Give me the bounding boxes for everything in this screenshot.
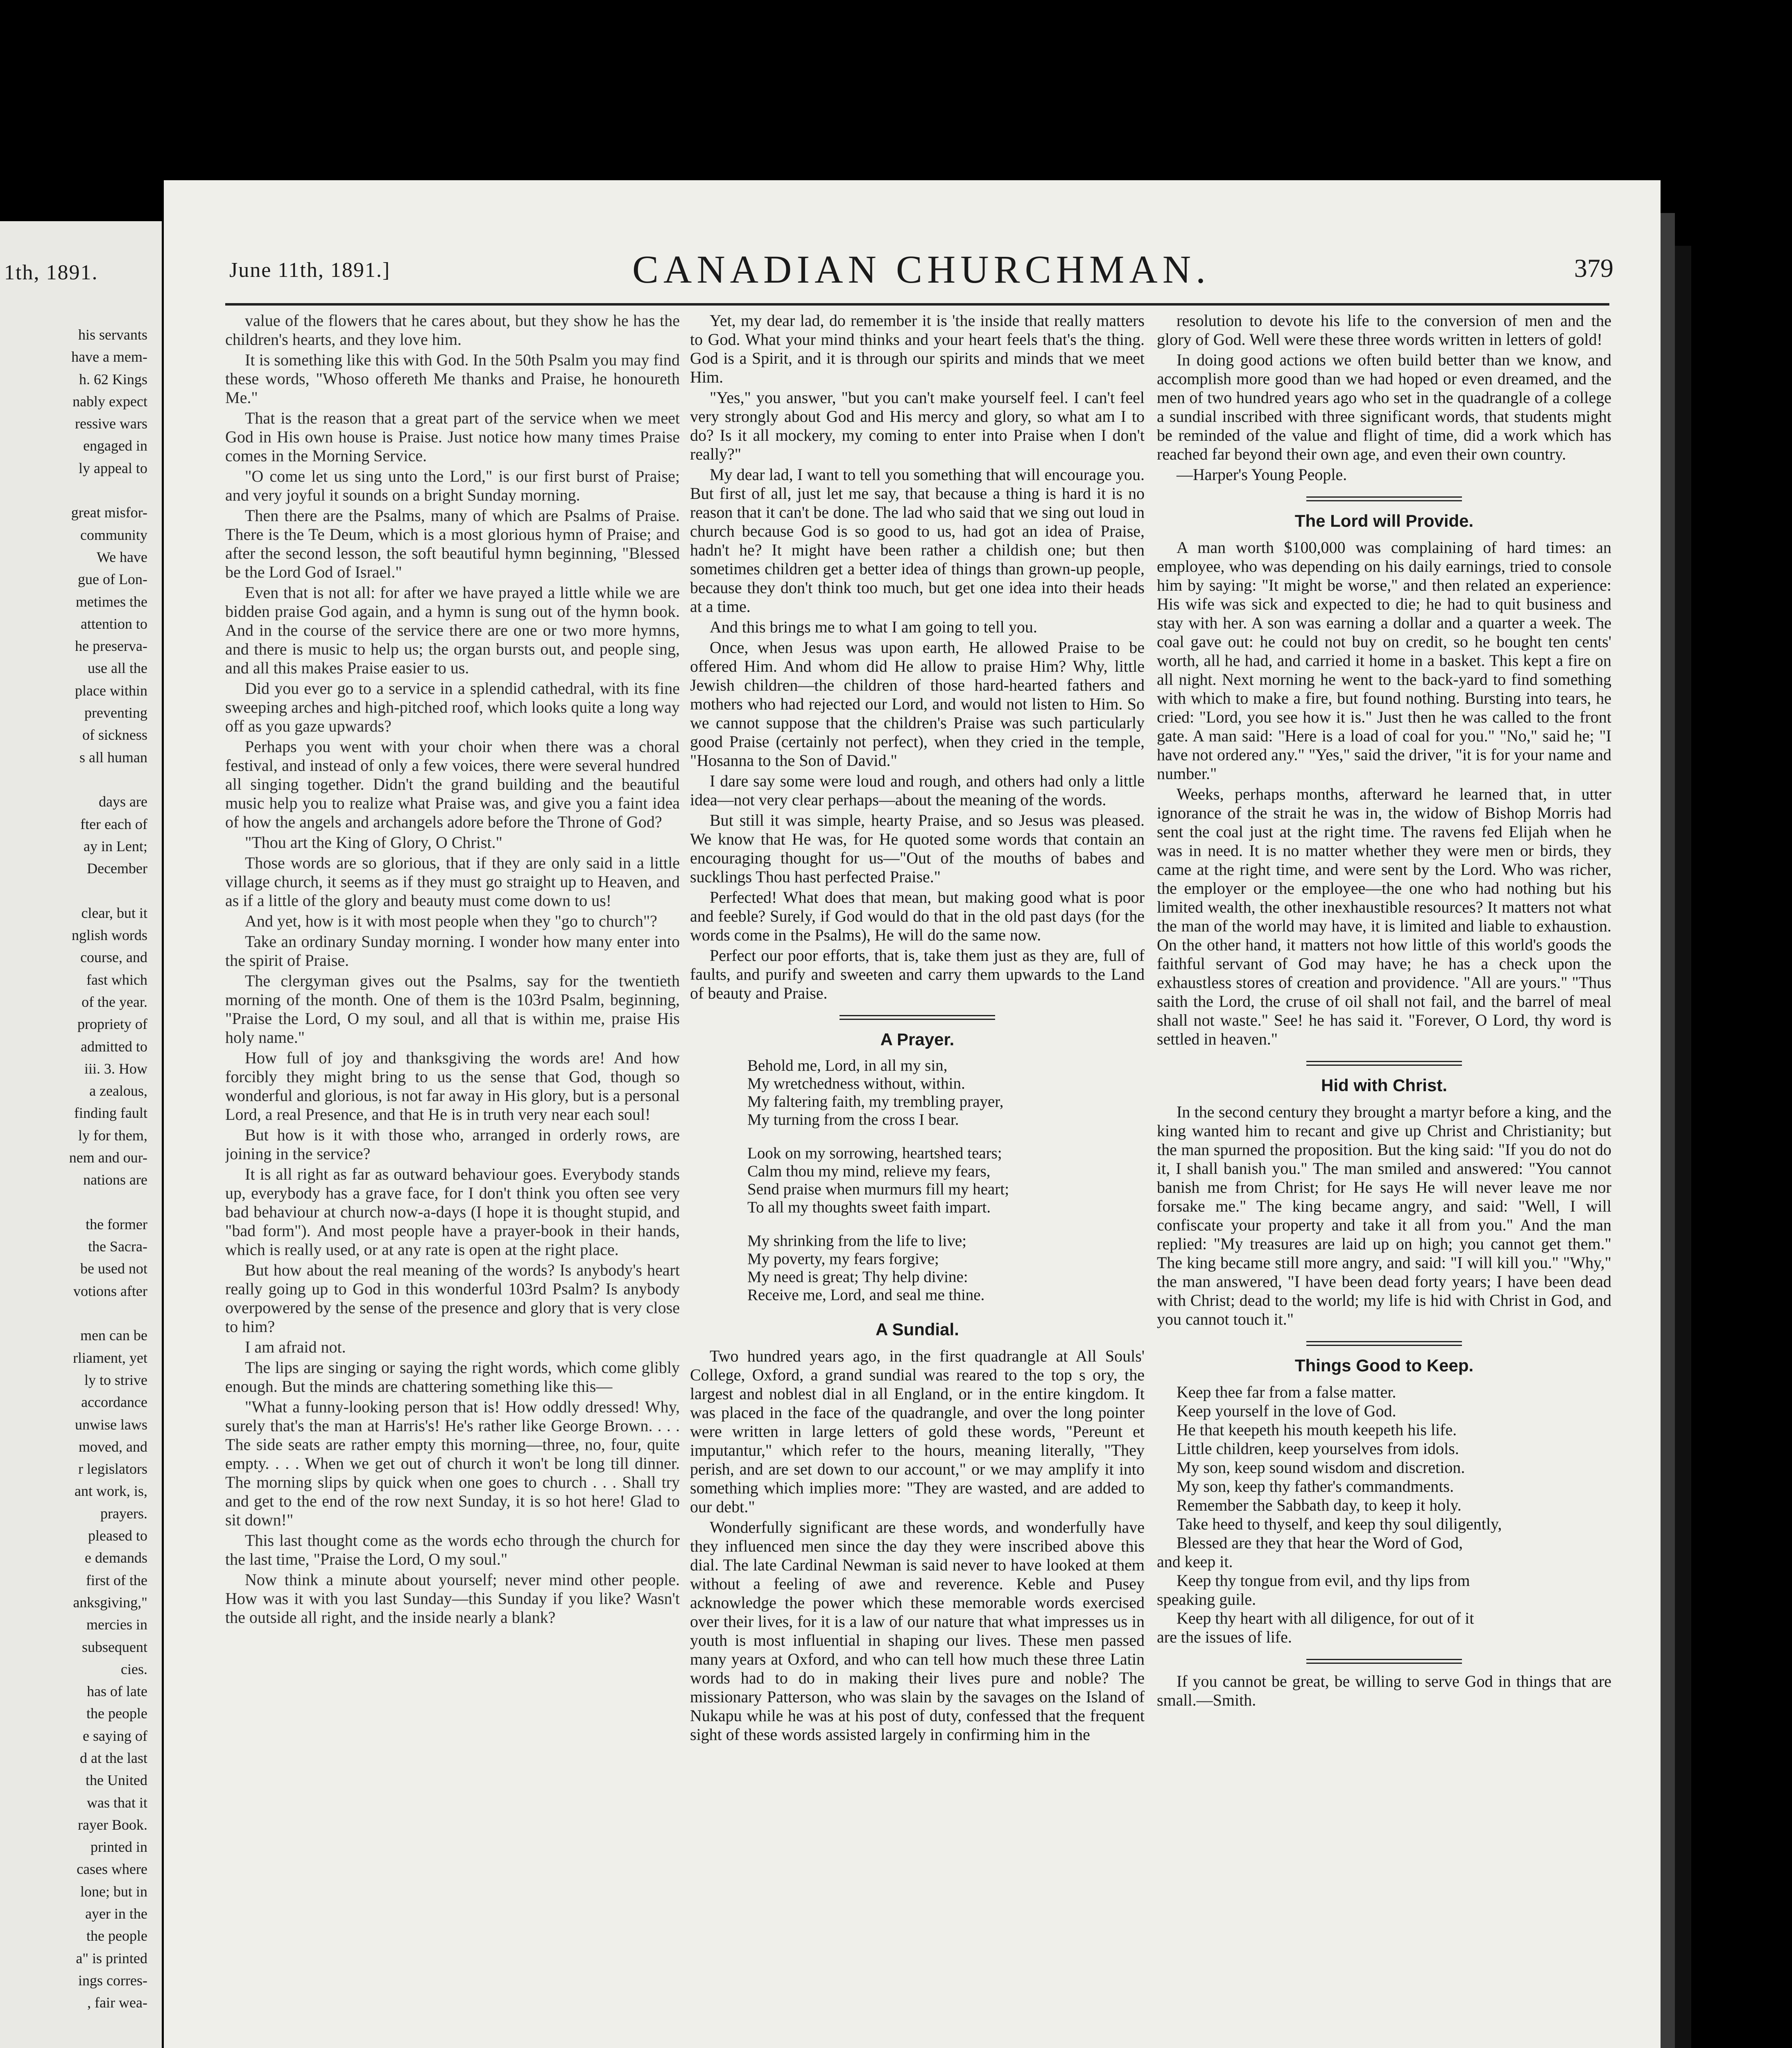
paragraph: Two hundred years ago, in the first quadrangle at All Souls' College, Oxford, a grand sundial was reared to the top s ory, the largest and noblest dial in all England, or in the entire kingdom. It was placed in the face of the quadrangle, and over the long pointer were written in large letters of gold these words, "Pereunt et imputantur," which refer to the hours, meaning literally, "They perish, and are set down to our account," or we may amplify it into something which implies more: "They are wasted, and are added to our debt." <box>690 1347 1145 1516</box>
keep-item: are the issues of life. <box>1157 1628 1292 1646</box>
facing-page-line: the Sacra- <box>88 1238 147 1255</box>
article-praise-continued <box>690 311 1145 1003</box>
page-header <box>229 238 1613 291</box>
column-3 <box>1157 311 1611 2048</box>
facing-page-line: finding fault <box>74 1105 147 1121</box>
keep-item: and keep it. <box>1157 1552 1233 1571</box>
paragraph: That is the reason that a great part of the service when we meet God in His own house is Praise. Just notice how many times Praise comes in the Morning Service. <box>225 409 680 465</box>
facing-page-line: have a mem- <box>71 349 147 365</box>
facing-page-line: of sickness <box>82 727 147 743</box>
paragraph: Even that is not all: for after we have prayed a little while we are bidden praise God again, and a hymn is sung out of the hymn book. And in the course of the service there are one or two more hymns, and there is music to help us; the organ bursts out, and people sing, and all this makes Praise easier to us. <box>225 583 680 677</box>
column-2 <box>690 311 1145 2048</box>
facing-page-line: nations are <box>83 1171 147 1188</box>
facing-page-line: mercies in <box>86 1616 147 1633</box>
header-rule <box>225 303 1609 306</box>
facing-page-line: admitted to <box>81 1038 147 1055</box>
keep-item: Keep yourself in the love of God. <box>1177 1402 1396 1420</box>
paragraph: But still it was simple, hearty Praise, and so Jesus was pleased. We know that He was, for He quoted some words that contain an encouraging thought for us—"Out of the mouths of babes and sucklings Thou hast perfected Praise." <box>690 811 1145 886</box>
poem-line: My faltering faith, my trembling prayer, <box>747 1093 1004 1110</box>
facing-page-line: lone; but in <box>80 1883 147 1900</box>
newspaper-page <box>164 180 1661 2048</box>
facing-page-line <box>0 768 147 791</box>
poem-line: To all my thoughts sweet faith impart. <box>747 1198 991 1216</box>
things-good-to-keep-list <box>1157 1383 1611 1647</box>
facing-page-line: men can be <box>80 1327 147 1344</box>
facing-page-line: h. 62 Kings <box>79 371 147 387</box>
paragraph: "Yes," you answer, "but you can't make yourself feel. I can't feel very strongly about God and His mercy and glory, so what am I to do? Is it all mockery, my coming to enter into Praise when I don't really?" <box>690 388 1145 463</box>
facing-page-line: gue of Lon- <box>78 571 147 588</box>
facing-page-line: ly to strive <box>84 1371 147 1388</box>
facing-page-line: his servants <box>78 326 147 343</box>
facing-page-line <box>0 2036 147 2048</box>
paragraph: But how about the real meaning of the words? Is anybody's heart really going up to God in this wonderful 103rd Psalm? Is anybody overpowered by the sense of the presence and glory that is very close to him? <box>225 1261 680 1336</box>
article-sundial <box>690 1347 1145 1744</box>
section-divider <box>1306 1341 1462 1346</box>
facing-page-fragment <box>0 221 162 2048</box>
facing-page-line: engaged in <box>83 437 147 454</box>
poem-line: Look on my sorrowing, heartshed tears; <box>747 1144 1002 1162</box>
facing-page-line: propriety of <box>77 1016 147 1033</box>
paragraph: But how is it with those who, arranged in orderly rows, are joining in the service? <box>225 1126 680 1163</box>
prayer-heading: A Prayer. <box>880 1030 955 1049</box>
paragraph: Now think a minute about yourself; never mind other people. How was it with you last Sunday—this Sunday if you like? Wasn't the outside all right, and the inside nearly a blank? <box>225 1570 680 1627</box>
paragraph: Perfected! What does that mean, but making good what is poor and feeble? Surely, if God would do that in the old past days (for the words come in the Psalms), He will do the same now. <box>690 888 1145 944</box>
prayer-poem <box>747 1057 1145 1304</box>
keep-item: He that keepeth his mouth keepeth his life. <box>1177 1420 1457 1439</box>
facing-page-line: printed in <box>91 1839 147 1855</box>
column-1 <box>225 311 680 2048</box>
paragraph: "Thou art the King of Glory, O Christ." <box>245 833 502 852</box>
facing-page-line: nem and our- <box>69 1149 147 1166</box>
facing-page-line: prayers. <box>100 1505 147 1522</box>
keep-item: speaking guile. <box>1157 1590 1256 1608</box>
closing-quote: If you cannot be great, be willing to serve God in things that are small.—Smith. <box>1157 1672 1611 1709</box>
facing-page-line: e saying of <box>83 1727 147 1744</box>
paragraph: Those words are so glorious, that if they are only said in a little village church, it seems as if they must go straight up to Heaven, and as if a little of the glory and beauty must come down to us! <box>225 854 680 910</box>
paragraph: In doing good actions we often build better than we know, and accomplish more good than we had hoped or even dreamed, and the men of two hundred years ago who set in the quadrangle of a college a sundial inscribed with three significant words, that students might be reminded of the value and flight of time, did a work which has reached far beyond their own age, and even their own country. <box>1157 351 1611 463</box>
facing-page-line: ayer in the <box>85 1905 147 1922</box>
facing-page-line: ings corres- <box>78 1972 147 1989</box>
facing-page-line: ay in Lent; <box>84 838 147 854</box>
provide-heading: The Lord will Provide. <box>1294 511 1474 530</box>
section-divider <box>1306 496 1462 501</box>
masthead-title: CANADIAN CHURCHMAN. <box>632 247 1211 291</box>
facing-page-line: ant work, is, <box>75 1483 147 1500</box>
paragraph: Perfect our poor efforts, that is, take them just as they are, full of faults, and purify and sweeten and carry them upwards to the Land of beauty and Praise. <box>690 946 1145 1002</box>
paragraph: This last thought come as the words echo through the church for the last time, "Praise the Lord, O my soul." <box>225 1531 680 1568</box>
section-divider <box>1306 1061 1462 1066</box>
facing-page-line: days are <box>99 793 147 810</box>
facing-page-line: votions after <box>73 1282 147 1299</box>
facing-page-line: ly for them, <box>78 1127 147 1144</box>
facing-page-line: the people <box>86 1705 147 1722</box>
facing-page-line: , fair wea- <box>87 1994 147 2011</box>
paragraph: value of the flowers that he cares about, but they show he has the children's hearts, and they love him. <box>225 311 680 349</box>
facing-page-line: moved, and <box>79 1438 147 1455</box>
facing-page-line: a" is printed <box>76 1950 147 1966</box>
poem-line: My need is great; Thy help divine: <box>747 1268 968 1286</box>
page-number: 379 <box>1574 254 1613 283</box>
facing-page-line: the United <box>86 1772 147 1789</box>
facing-page-line: December <box>87 860 147 877</box>
facing-page-line: attention to <box>81 615 147 632</box>
article-sundial-continued <box>1157 311 1611 484</box>
facing-page-line: of the year. <box>81 993 147 1010</box>
facing-page-line <box>0 879 147 902</box>
paragraph: "O come let us sing unto the Lord," is our first burst of Praise; and very joyful it sounds on a bright Sunday morning. <box>225 467 680 504</box>
facing-page-line: d at the last <box>80 1750 147 1766</box>
poem-line: Behold me, Lord, in all my sin, <box>747 1057 948 1074</box>
facing-page-line <box>0 1191 147 1213</box>
facing-page-line: iii. 3. How <box>84 1060 147 1077</box>
facing-page-line: be used not <box>80 1260 147 1277</box>
page-edge <box>1661 213 1675 2048</box>
facing-page-line <box>0 479 147 501</box>
facing-page-header: 1th, 1891. <box>4 261 98 284</box>
paragraph: resolution to devote his life to the conversion of men and the glory of God. Well were these three words written in letters of gold! <box>1157 311 1611 349</box>
paragraph: Then there are the Psalms, many of which are Psalms of Praise. There is the Te Deum, which is a most glorious hymn of Praise; and after the second lesson, the soft beautiful hymn beginning, "Blessed be the Lord God of Israel." <box>225 506 680 581</box>
facing-page-line: he preserva- <box>75 638 147 655</box>
paragraph: Perhaps you went with your choir when there was a choral festival, and instead of only a few voices, there were several hundred all singing together. Didn't the grand building and the beautiful music help you to realize what Praise was, and give you a faint idea of how the angels and archangels adore before the Throne of God? <box>225 737 680 831</box>
facing-page-line: pleased to <box>88 1527 147 1544</box>
facing-page-line: course, and <box>80 949 147 966</box>
section-divider <box>1306 1659 1462 1664</box>
facing-page-line: the former <box>86 1216 147 1232</box>
article-lord-will-provide <box>1157 538 1611 1049</box>
facing-page-line <box>0 1302 147 1324</box>
facing-page-line: ly appeal to <box>79 460 147 476</box>
facing-page-line: fter each of <box>80 816 147 832</box>
keep-item: My son, keep thy father's commandments. <box>1177 1477 1454 1495</box>
facing-page-line: preventing <box>84 705 147 721</box>
facing-page-line: e demands <box>85 1550 147 1566</box>
paragraph: I am afraid not. <box>245 1338 346 1356</box>
facing-page-line: the people <box>86 1928 147 1944</box>
facing-page-line: great misfor- <box>71 504 147 521</box>
christ-heading: Hid with Christ. <box>1321 1076 1447 1095</box>
poem-line: My shrinking from the life to live; <box>747 1232 967 1250</box>
facing-page-line: metimes the <box>76 593 147 610</box>
paragraph: Weeks, perhaps months, afterward he learned that, in utter ignorance of the strait he was in, the widow of Bishop Morris had sent the coal just at the right time. The ravens fed Elijah when he was in need. It is no matter whether they were men or birds, they came at the right time, and were sent by the Lord. Who was richer, the employer or the employee—the one who had nothing but his limited wealth, the other inexhaustible resources? It matters not what the man of the world may have, it is limited and liable to exhaustion. On the other hand, it matters not how little of this world's goods the faithful servant of God may have; he has a check upon the exhaustless stores of creation and providence. "All are yours." "Thus saith the Lord, the cruse of oil shall not fail, and the barrel of meal shall not waste." See! he has said it. "Forever, O Lord, thy word is settled in heaven." <box>1157 785 1611 1048</box>
paragraph: And this brings me to what I am going to tell you. <box>710 618 1037 636</box>
keep-item: Blessed are they that hear the Word of God, <box>1177 1534 1463 1552</box>
keep-item: Take heed to thyself, and keep thy soul diligently, <box>1177 1515 1502 1533</box>
poem-stanza <box>747 1232 1145 1304</box>
paragraph: It is all right as far as outward behaviour goes. Everybody stands up, everybody has a grave face, for I don't think you often see very bad behaviour at church now-a-days (I hope it is thought stupid, and "bad form"). And most people have a prayer-book in their hands, which is really used, or at any rate is open at the right place. <box>225 1165 680 1259</box>
paragraph: The clergyman gives out the Psalms, say for the twentieth morning of the month. One of them is the 103rd Psalm, beginning, "Praise the Lord, O my soul, and all that is within me, praise His holy name." <box>225 972 680 1047</box>
keep-item: Keep thee far from a false matter. <box>1177 1383 1396 1401</box>
poem-line: My turning from the cross I bear. <box>747 1111 959 1128</box>
facing-page-line: fast which <box>86 971 147 988</box>
facing-page-line: community <box>80 526 147 543</box>
paragraph: The lips are singing or saying the right words, which come glibly enough. But the minds are chattering something like this— <box>225 1358 680 1396</box>
poem-stanza <box>747 1057 1145 1129</box>
facing-page-line: place within <box>75 682 147 699</box>
poem-line: Receive me, Lord, and seal me thine. <box>747 1286 985 1304</box>
keep-item: Remember the Sabbath day, to keep it holy. <box>1177 1496 1462 1514</box>
issue-date: June 11th, 1891.] <box>229 258 391 282</box>
facing-page-line: nably expect <box>72 393 147 410</box>
section-divider <box>839 1015 995 1020</box>
paragraph: How full of joy and thanksgiving the words are! And how forcibly they might bring to us the sense that God, though so wonderful and glorious, is not far away in His glory, but is a personal Lord, a real Presence, and that He is in truth very near each soul! <box>225 1049 680 1124</box>
facing-page-line: first of the <box>86 1572 147 1588</box>
paragraph: It is something like this with God. In the 50th Psalm you may find these words, "Whoso offereth Me thanks and Praise, he honoureth Me." <box>225 351 680 407</box>
facing-page-line: rayer Book. <box>78 1816 147 1833</box>
page-edge-shadow <box>1675 246 1691 2048</box>
paragraph: My dear lad, I want to tell you something that will encourage you. But first of all, just let me say, that because a thing is hard it is no reason that it can't be done. The lad who said that we sing out loud in church because God is so good to us, had got an idea of Praise, hadn't he? It might have been rather a childish one; but then sometimes children get a better idea of things than grown-up people, because they don't think too much, but get one idea into their heads at a time. <box>690 465 1145 616</box>
facing-page-line: accordance <box>81 1394 147 1411</box>
paragraph: And yet, how is it with most people when they "go to church"? <box>245 912 657 930</box>
facing-page-line: s all human <box>79 749 147 766</box>
facing-page-line: anksgiving," <box>73 1594 147 1611</box>
facing-page-line: rliament, yet <box>73 1349 147 1366</box>
facing-page-line: unwise laws <box>75 1416 147 1433</box>
paragraph: "What a funny-looking person that is! How oddly dressed! Why, surely that's the man at Harris's! He's rather like George Brown. . . . The side seats are rather empty this morning—three, no, four, quite empty. . . . When we get out of church it won't be long till dinner. The morning slips by quick when one goes to church . . . Shall try and get to the end of the row next Sunday, it is so hot here! Glad to sit down!" <box>225 1398 680 1529</box>
facing-page-line: r legislators <box>78 1461 147 1477</box>
facing-page-line: was that it <box>87 1794 147 1811</box>
paragraph: A man worth $100,000 was complaining of hard times: an employee, who was depending on his daily earnings, tried to console him by saying: "It might be worse," and then related an experience: His wife was sick and expected to die; he had to quit business and stay with her. A son was earning a dollar and a quarter a week. The coal gave out: he could not buy on credit, so he bought ten cents' worth, all he had, and carried it home in a basket. This kept a fire on all night. Next morning he went to the back-yard to find something with which to make a fire, but found nothing. Bursting into tears, he cried: "Lord, you see how it is." Just then he was called to the front gate. A man said: "Here is a load of coal for you." "No," said he; "I have not ordered any." "Yes," said the driver, "it is for your name and number." <box>1157 538 1611 783</box>
facing-page-line: subsequent <box>82 1638 147 1655</box>
keep-item: My son, keep sound wisdom and discretion. <box>1177 1458 1465 1477</box>
sundial-heading: A Sundial. <box>876 1320 959 1339</box>
facing-page-line: a zealous, <box>89 1083 147 1099</box>
facing-page-line: cies. <box>121 1661 147 1677</box>
article-hid-with-christ <box>1157 1103 1611 1329</box>
poem-stanza <box>747 1144 1145 1217</box>
facing-page-line: ressive wars <box>75 415 147 432</box>
paragraph: Take an ordinary Sunday morning. I wonder how many enter into the spirit of Praise. <box>225 932 680 970</box>
poem-line: My poverty, my fears forgive; <box>747 1250 939 1268</box>
facing-page-line: clear, but it <box>81 904 147 921</box>
facing-page-line: use all the <box>88 660 147 677</box>
paragraph: Once, when Jesus was upon earth, He allowed Praise to be offered Him. And whom did He allow to praise Him? Why, little Jewish children—the children of those hard-hearted fathers and mothers who had rejected our Lord, and would not listen to Him. So we cannot suppose that the children's Praise was such particularly good Praise (certainly not perfect), when they cried in the temple, "Hosanna to the Son of David." <box>690 638 1145 770</box>
paragraph: —Harper's Young People. <box>1177 465 1347 484</box>
facing-page-line: We have <box>96 548 147 565</box>
keep-item: Keep thy heart with all diligence, for out of it <box>1177 1609 1474 1627</box>
poem-line: Calm thou my mind, relieve my fears, <box>747 1162 991 1180</box>
paragraph: Yet, my dear lad, do remember it is 'the inside that really matters to God. What your mind thinks and your heart feels that's the thing. God is a Spirit, and it is through our spirits and minds that we meet Him. <box>690 311 1145 386</box>
facing-page-column <box>0 324 147 2048</box>
paragraph: Wonderfully significant are these words, and wonderfully have they influenced men since the day they were inscribed above this dial. The late Cardinal Newman is said never to have looked at them without a feeling of awe and reverence. Keble and Pusey acknowledge the power which these memorable words exercised over their lives, for it is a law of our nature that what impresses us in youth is most influential in shaping our lives. These men passed many years at Oxford, and who can tell how much these three Latin words had to do in making their lives pure and noble? The missionary Patterson, who was slain by the savages on the Island of Nukapu while he was at his post of duty, confessed that the frequent sight of these words assisted largely in confirming him in the <box>690 1518 1145 1744</box>
facing-page-line: nglish words <box>71 927 147 944</box>
paragraph: I dare say some were loud and rough, and others had only a little idea—not very clear perhaps—about the meaning of the words. <box>690 772 1145 809</box>
facing-page-line: cases where <box>77 1861 147 1878</box>
paragraph: In the second century they brought a martyr before a king, and the king wanted him to recant and give up Christ and Christianity; but the man spurned the proposition. But the king said: "If you do not do it, I shall banish you." The man smiled and answered: "You cannot banish me from Christ; for He says He will never leave me nor forsake me." The king became angry, and said: "Well, I will confiscate your property and take it all from you." And the man replied: "My treasures are laid up on high; you cannot get them." The king became still more angry, and said: "I will kill you." "Why," the man answered, "I have been dead forty years; I have been dead with Christ; dead to the world; my life is hid with Christ in God, and you cannot touch it." <box>1157 1103 1611 1328</box>
poem-line: Send praise when murmurs fill my heart; <box>747 1180 1009 1198</box>
facing-page-line: has of late <box>87 1683 147 1700</box>
poem-line: My wretchedness without, within. <box>747 1075 965 1092</box>
keep-item: Little children, keep yourselves from idols. <box>1177 1439 1459 1458</box>
facing-page-line <box>0 2014 147 2036</box>
paragraph: Did you ever go to a service in a splendid cathedral, with its fine sweeping arches and high-pitched roof, which looks quite a long way off as you gaze upwards? <box>225 679 680 735</box>
keep-heading: Things Good to Keep. <box>1294 1356 1474 1375</box>
keep-item: Keep thy tongue from evil, and thy lips from <box>1177 1571 1470 1590</box>
